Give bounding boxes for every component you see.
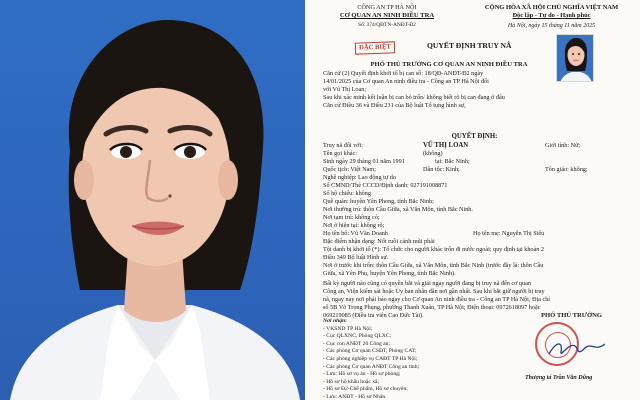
recipient-item: - Cục con ANĐT 20 Công an; [323, 340, 391, 347]
national-motto-header [469, 4, 634, 30]
gender: Giới tính: Nữ; [545, 142, 581, 149]
basis-line: 14/01/2025 của Cơ quan An ninh điều tra - Công an TP Hà Nội đối [323, 78, 489, 85]
document-number: Số: 374/QĐTN-ANĐT-Đ2 [358, 22, 416, 28]
recipient-item: - Cục QLXNC, Phòng QLXC; [323, 333, 392, 340]
basis-line: với Vũ Thị Loan; [323, 86, 367, 93]
signer-name: Thượng tá Trần Văn Dũng [525, 375, 593, 381]
issuer-title: PHÓ THỦ TRƯỞNG CƠ QUAN AN NINH ĐIỀU TRA [370, 61, 528, 68]
id-photo-illustration [557, 35, 594, 82]
father-name: Họ tên bố: Vũ Văn Doanh [323, 230, 388, 237]
recipient-item: - Các phòng nghiệp vụ CAĐT TP Hà Nội; [323, 355, 418, 362]
document-title: QUYẾT ĐỊNH TRUY NÃ [427, 41, 512, 50]
crime-line: Nơi ở trước khi trốn: thôn Cầu Giữa, xã Văn Môn, tỉnh Bắc Ninh (trước đây là: thôn Cầu [323, 262, 544, 269]
birthplace: tại: Bắc Ninh; [435, 158, 470, 165]
occupation: Nghề nghiệp: Lao động tự do [323, 174, 396, 181]
issue-date: Hà Nội, ngày 15 tháng 11 năm 2025 [507, 23, 596, 29]
suspect-details [323, 142, 629, 246]
hometown: Quê quán: huyện Yên Phong, tỉnh Bắc Ninh; [323, 198, 434, 205]
basis-line: Căn cứ Điều 36 và Điều 231 của Bộ luật Tố tụng hình sự, [323, 102, 466, 109]
recipient-item: - Các phòng Cơ quan ANĐT Công an tỉnh; [323, 363, 420, 370]
request-line: Công an, Viện kiểm sát hoặc Ủy ban nhân dân nơi gần nhất. Sau khi bắt giữ người bị truy [323, 288, 545, 295]
recipient-item: - Lưu: ANĐT - Hồ sơ Nhân. [323, 393, 387, 400]
religion: Tôn giáo: không; [545, 166, 588, 173]
agency-name: CƠ QUAN AN NINH ĐIỀU TRA [339, 12, 435, 19]
date-of-birth: Sinh ngày 29 tháng 01 năm 1991 [323, 158, 405, 165]
nationality: Quốc tịch: Việt Nam; [323, 166, 376, 173]
decision-heading: QUYẾT ĐỊNH: [451, 133, 498, 140]
id-photo-thumbnail [556, 34, 594, 82]
recipients-heading: Nơi nhận: [323, 318, 347, 324]
wanted-name: VŨ THỊ LOAN [423, 142, 469, 149]
basis-line: Sau khi xác minh kết luận bị can bỏ trốn/ không biết rõ bị can đang ở đâu [323, 94, 505, 101]
basis-paragraph [323, 70, 559, 110]
mother-name: Họ tên mẹ: Nguyễn Thị Siêu [473, 230, 545, 237]
handwritten-signature [547, 338, 607, 360]
recipient-item: - Các phòng Cơ quan CSĐT, Phòng CAT; [323, 348, 417, 355]
id-number: Số CMND/Thẻ CCCD/Định danh: 027191008871 [323, 182, 448, 189]
crime-paragraph [323, 246, 623, 278]
national-motto: Độc lập - Tự do - Hạnh phúc [512, 12, 591, 19]
ethnicity: Dân tộc: Kinh; [423, 166, 460, 173]
portrait-illustration [0, 0, 305, 400]
temporary-address: Nơi tạm trú: không có; [323, 214, 380, 221]
recipients-list [323, 318, 523, 400]
request-line: 069219085 (Điều tra viên Cao Đức Tài). [323, 312, 424, 319]
special-stamp: ĐẶC BIỆT [355, 41, 395, 54]
wanted-label: Truy nã đối với: [323, 142, 364, 149]
crime-line: Tội danh bị khởi tố (*): Tổ chức cho người khác trốn đi nước ngoài; quy định tại khoản 2 [323, 246, 544, 253]
recipient-item: - Hồ sơ hộ khẩu hoặc xã; [323, 378, 380, 385]
agency-parent: CÔNG AN TP HÀ NỘI [357, 4, 417, 11]
permanent-address: Nơi thường trú: thôn Cầu Giữa, xã Văn Môn, tỉnh Bắc Ninh. [323, 206, 473, 213]
identifying-features: Đặc điểm nhận dạng: Nốt ruồi cánh mũi phải [323, 238, 435, 245]
passport: Số hộ chiếu: không [323, 190, 371, 197]
crime-line: Giữa, xã Yên Phụ, huyện Yên Phong, tỉnh Bắc Ninh). [323, 270, 456, 277]
recipient-item: - Hồ sơ Đ2-Chế phẩm, Hồ sơ chuyên; [323, 386, 408, 393]
request-line: nã, ngay nay nơi phải báo ngay cho Cơ quan An ninh điều tra - Công an TP Hà Nội, Địa chỉ [323, 296, 551, 303]
signature-title: PHÓ THỦ TRƯỞNG [541, 312, 603, 319]
basis-line: Căn cứ (2) Quyết định khởi tố bị can số: 18/QĐ-ANĐT-Đ2 ngày [323, 70, 484, 77]
recipient-item: - Lưu: Hồ sơ vụ án - Hồ sơ phòng; [323, 371, 401, 378]
current-address: Nơi ở hiện tại: không rõ; [323, 222, 385, 229]
alias-label: Tên gọi khác: [323, 150, 358, 157]
alias-value: (không) [423, 150, 443, 157]
crime-line: Điều 349 Bộ luật Hình sự. [323, 254, 389, 261]
request-line: Bất kỳ người nào cũng có quyền bắt và giải ngay người đang bị truy nã đến cơ quan [323, 280, 531, 287]
suspect-portrait-photo [0, 0, 305, 400]
country-name: CỘNG HÒA XÃ HỘI CHỦ NGHĨA VIỆT NAM [484, 4, 619, 11]
recipient-item: - VKSND TP Hà Nội; [323, 325, 373, 332]
wanted-notice-document [309, 0, 640, 400]
request-line: số 5B Võ Trọng Phụng, phường Thanh Xuân, TP Hà Nội; Điện thoại: 0972618097 hoặc [323, 304, 541, 311]
issuing-agency-header [327, 4, 447, 29]
